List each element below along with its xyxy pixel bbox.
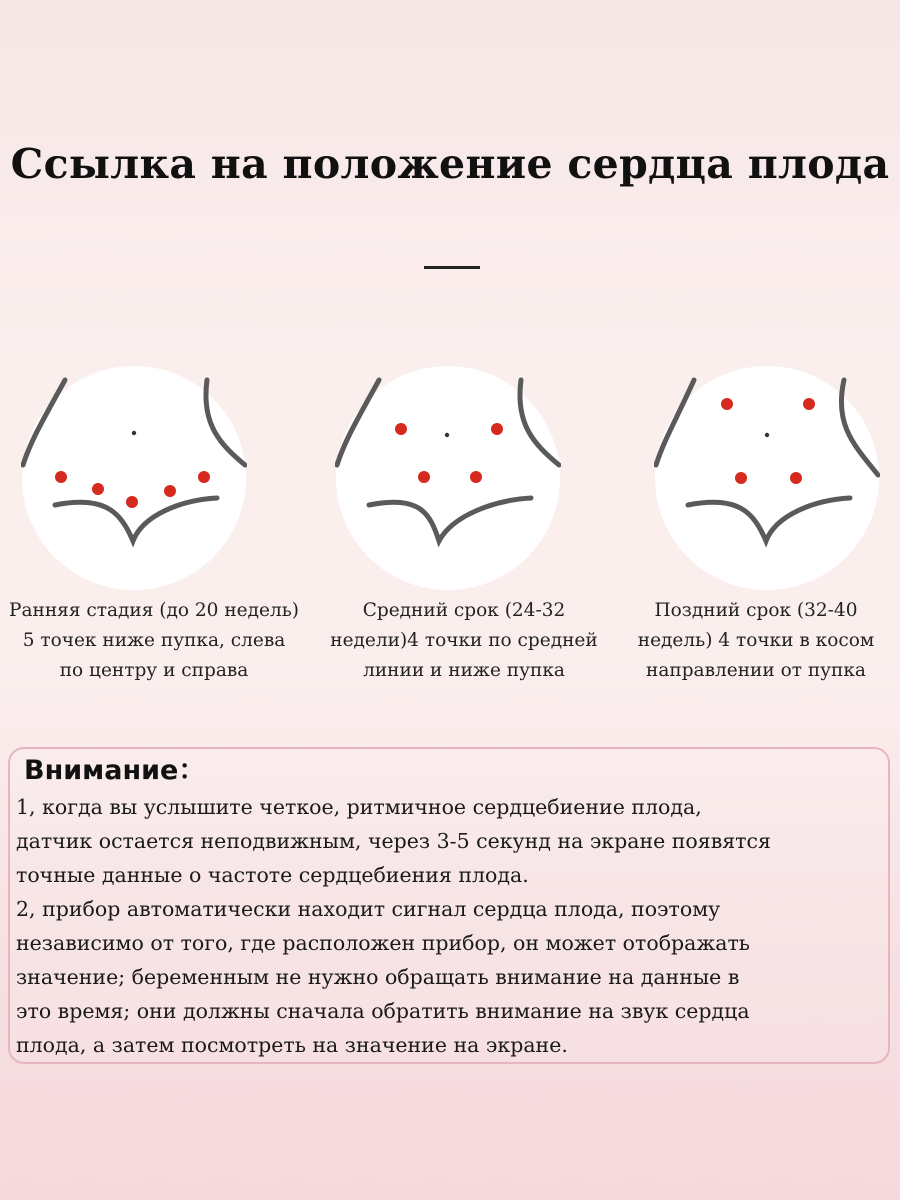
notice-line: датчик остается неподвижным, через 3-5 секунд на экране появятся bbox=[16, 829, 771, 853]
title-divider bbox=[424, 266, 480, 269]
caption-line: 5 точек ниже пупка, слева bbox=[22, 630, 286, 651]
heart-point bbox=[395, 423, 407, 435]
caption-line: Ранняя стадия (до 20 недель) bbox=[9, 600, 299, 621]
heart-point bbox=[790, 472, 802, 484]
notice-line: независимо от того, где расположен прибор, он может отображать bbox=[16, 931, 750, 955]
caption-line: линии и ниже пупка bbox=[363, 660, 565, 681]
page-title: Ссылка на положение сердца плода bbox=[10, 140, 890, 188]
caption-middle-stage bbox=[314, 596, 614, 686]
notice-text bbox=[16, 790, 896, 1062]
heart-point bbox=[803, 398, 815, 410]
caption-late-stage bbox=[606, 596, 900, 686]
notice-line: 1, когда вы услышите четкое, ритмичное сердцебиение плода, bbox=[16, 795, 702, 819]
diagram-late-stage bbox=[654, 365, 880, 591]
belly-circle bbox=[655, 366, 879, 590]
caption-line: недель) 4 точки в косом bbox=[637, 630, 875, 651]
heart-point bbox=[491, 423, 503, 435]
caption-line: по центру и справа bbox=[59, 660, 249, 681]
notice-line: плода, а затем посмотреть на значение на экране. bbox=[16, 1033, 568, 1057]
notice-line: точные данные о частоте сердцебиения плода. bbox=[16, 863, 529, 887]
notice-line: значение; беременным не нужно обращать внимание на данные в bbox=[16, 965, 740, 989]
notice-title: Внимание： bbox=[24, 755, 206, 786]
navel-icon bbox=[765, 433, 769, 437]
caption-line: направлении от пупка bbox=[646, 660, 866, 681]
diagram-early-stage bbox=[21, 365, 247, 591]
heart-point bbox=[418, 471, 430, 483]
notice-line: это время; они должны сначала обратить внимание на звук сердца bbox=[16, 999, 750, 1023]
caption-line: недели)4 точки по средней bbox=[330, 630, 598, 651]
heart-point bbox=[126, 496, 138, 508]
notice-line: 2, прибор автоматически находит сигнал сердца плода, поэтому bbox=[16, 897, 721, 921]
caption-early-stage bbox=[4, 596, 304, 686]
navel-icon bbox=[132, 431, 136, 435]
heart-point bbox=[198, 471, 210, 483]
heart-point bbox=[92, 483, 104, 495]
caption-line: Средний срок (24-32 bbox=[362, 600, 566, 621]
diagram-middle-stage bbox=[335, 365, 561, 591]
heart-point bbox=[164, 485, 176, 497]
heart-point bbox=[55, 471, 67, 483]
heart-point bbox=[735, 472, 747, 484]
heart-point bbox=[721, 398, 733, 410]
navel-icon bbox=[445, 433, 449, 437]
heart-point bbox=[470, 471, 482, 483]
caption-line: Поздний срок (32-40 bbox=[654, 600, 858, 621]
